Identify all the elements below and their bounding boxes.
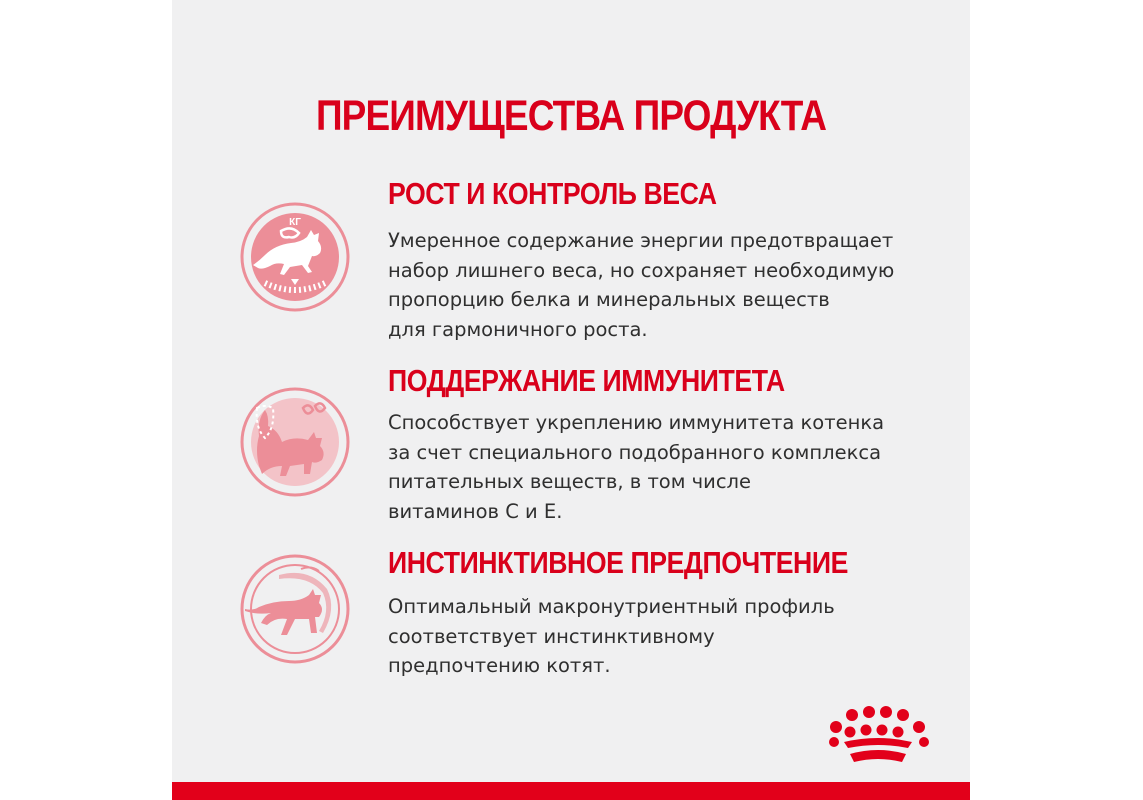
cat-stretching-icon (239, 553, 351, 665)
description-line: витаминов C и E. (388, 499, 563, 523)
benefit-description (388, 408, 908, 526)
page-title: ПРЕИМУЩЕСТВА ПРОДУКТА (315, 92, 827, 140)
description-line: питательных веществ, в том числе (388, 470, 752, 493)
description-line: предпочтению котят. (388, 654, 611, 677)
description-line: Оптимальный макронутриентный профиль (388, 595, 835, 618)
cat-on-scale-icon (239, 201, 351, 313)
description-line: за счет специального подобранного комплекса (388, 440, 882, 464)
description-line: Умеренное содержание энергии предотвращает (388, 229, 894, 252)
benefit-title: ПОДДЕРЖАНИЕ ИММУНИТЕТА (388, 363, 785, 398)
cat-with-shield-icon (239, 386, 351, 498)
description-line: пропорцию белка и минеральных веществ (388, 288, 830, 311)
description-line: для гармоничного роста. (388, 317, 648, 341)
benefit-description (388, 592, 908, 681)
footer-bar (172, 782, 970, 800)
benefit-title: РОСТ И КОНТРОЛЬ ВЕСА (388, 176, 717, 211)
description-line: набор лишнего веса, но сохраняет необходимую (388, 258, 895, 282)
benefit-title: ИНСТИНКТИВНОЕ ПРЕДПОЧТЕНИЕ (388, 545, 848, 580)
description-line: соответствует инстинктивному (388, 624, 715, 648)
scale-unit-label: КГ (289, 217, 301, 228)
description-line: Способствует укреплению иммунитета котенка (388, 411, 885, 434)
royal-canin-crown-icon (826, 706, 934, 768)
benefit-description (388, 226, 908, 344)
